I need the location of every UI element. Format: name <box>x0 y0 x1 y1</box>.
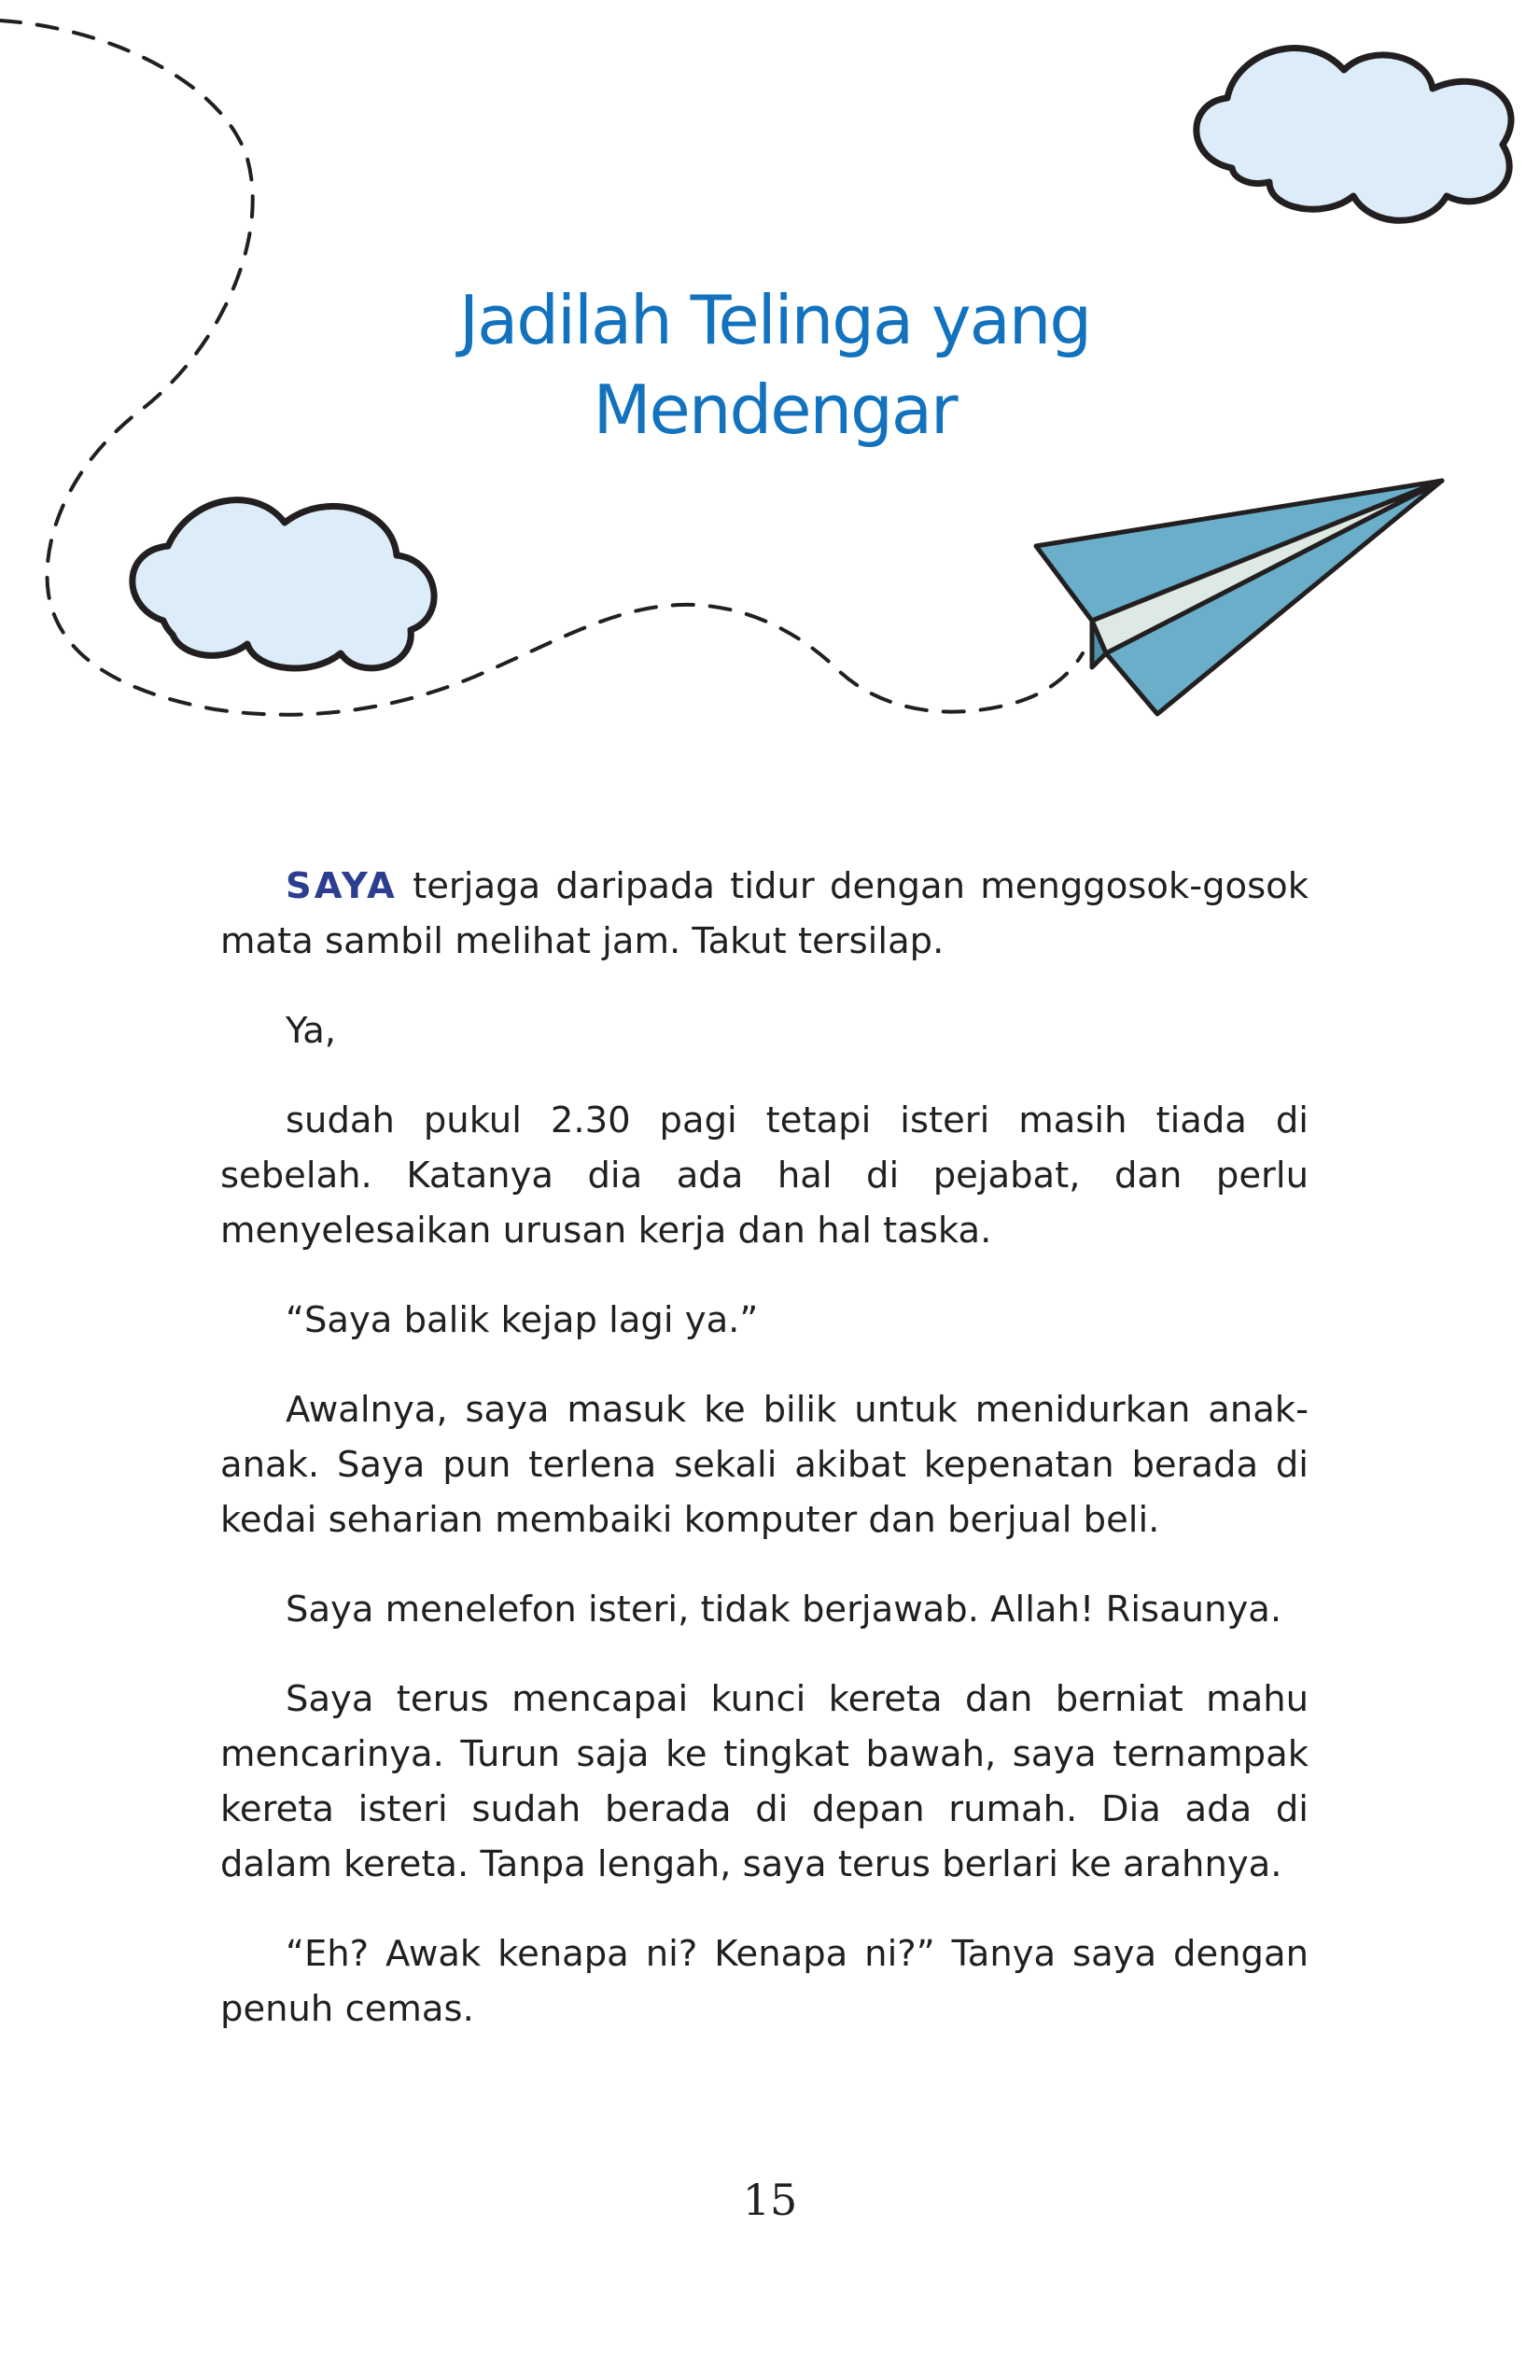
cloud-icon <box>1197 49 1511 221</box>
chapter-body <box>220 859 1309 2071</box>
paragraph-text: terjaga daripada tidur dengan menggosok-gosok mata sambil melihat jam. Takut tersilap. <box>220 865 1309 962</box>
chapter-title-line-2: Mendengar <box>593 371 957 449</box>
paper-plane-icon <box>1036 481 1442 714</box>
paragraph <box>220 859 1309 969</box>
lead-word: SAYA <box>286 865 398 907</box>
page-number: 15 <box>742 2175 798 2225</box>
chapter-title <box>308 275 1241 455</box>
chapter-title-line-1: Jadilah Telinga yang <box>458 281 1091 359</box>
paragraph: “Saya balik kejap lagi ya.” <box>286 1299 759 1341</box>
paragraph: Ya, <box>286 1010 337 1052</box>
paragraph: sudah pukul 2.30 pagi tetapi isteri masih tiada di sebelah. Katanya dia ada hal di pejabat, dan perlu menyelesaikan urusan kerja dan hal taska. <box>220 1099 1309 1252</box>
paragraph: Saya terus mencapai kunci kereta dan berniat mahu mencarinya. Turun saja ke tingkat bawah, saya ternampak kereta isteri sudah berada di depan rumah. Dia ada di dalam kereta. Tanpa lengah, saya terus berlari ke arahnya. <box>220 1678 1309 1885</box>
cloud-icon <box>133 500 434 668</box>
paragraph: Awalnya, saya masuk ke bilik untuk menidurkan anak-anak. Saya pun terlena sekali akibat kepenatan berada di kedai seharian membaiki komputer dan berjual beli. <box>220 1389 1309 1541</box>
paragraph: “Eh? Awak kenapa ni? Kenapa ni?” Tanya saya dengan penuh cemas. <box>220 1933 1309 2030</box>
paragraph: Saya menelefon isteri, tidak berjawab. Allah! Risaunya. <box>286 1589 1282 1631</box>
